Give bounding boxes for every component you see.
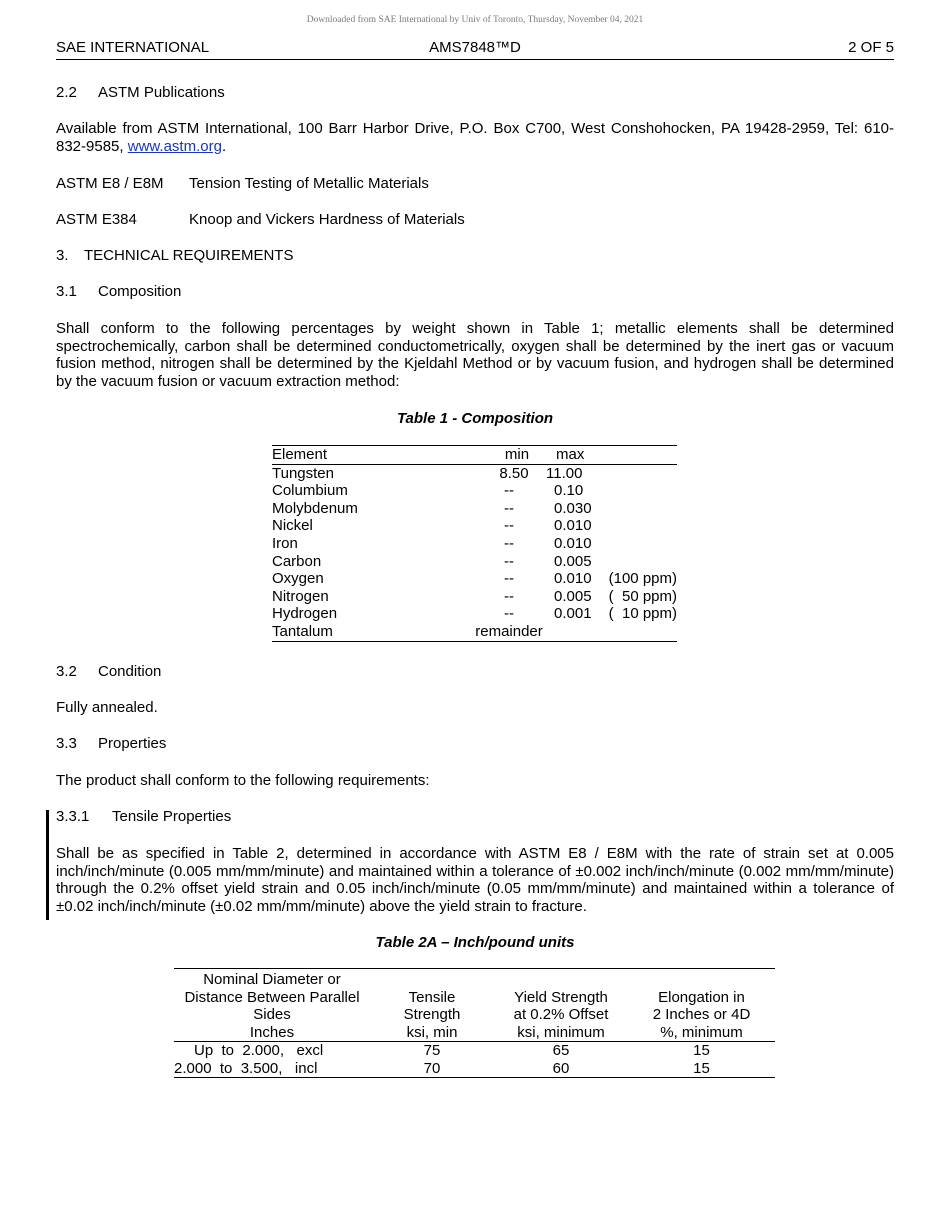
tensile-properties-table [174,968,775,1078]
table-2a-caption: Table 2A – Inch/pound units [375,934,575,951]
header-elongation: Elongation in 2 Inches or 4D %, minimum [628,969,775,1042]
composition-table [272,445,677,642]
header-tensile-strength: Tensile Strength ksi, min [370,969,494,1042]
table-row: Nitrogen -- 0.005 ( 50 ppm) [272,587,677,605]
section-3-2-text: Fully annealed. [56,699,158,716]
download-watermark: Downloaded from SAE International by Univ of Toronto, Thursday, November 04, 2021 [306,15,644,25]
reference-astm-e8: ASTM E8 / E8M Tension Testing of Metallic Materials [56,175,429,192]
header-doc-number: AMS7848™D [429,39,521,56]
section-3-3-1-heading: 3.3.1 Tensile Properties [56,808,232,825]
table-row: Columbium -- 0.10 [272,482,584,500]
table-row: Nickel -- 0.010 [272,517,592,535]
section-2-2-text: Available from ASTM International, 100 Barr Harbor Drive, P.O. Box C700, West Conshohocken, PA 19428-2959, Tel: 610-832-9585, www.astm.org. [56,120,894,155]
table-header-row [174,969,775,1042]
header-rule [56,59,894,60]
header-min: min [462,446,544,465]
header-yield-strength: Yield Strength at 0.2% Offset ksi, minimum [494,969,628,1042]
header-page-number: 2 OF 5 [848,39,894,56]
table-row: Up to 2.000, excl 75 65 15 [194,1042,710,1059]
header-element: Element [272,446,462,465]
table-row: Iron -- 0.010 [272,534,592,552]
section-3-3-heading: 3.3 Properties [56,735,167,752]
table-row: Molybdenum -- 0.030 [272,499,592,517]
section-3-3-text: The product shall conform to the following requirements: [56,772,430,789]
section-3-1-text: Shall conform to the following percentages by weight shown in Table 1; metallic elements shall be determined spectrochemically, carbon shall be determined conductometrically, oxygen shall be determined by the inert gas or vacuum fusion method, nitrogen shall be determined by the Kjeldahl Method or by vacuum fusion, and hydrogen shall be determined by the vacuum fusion or vacuum extraction method: [56,320,894,390]
table-row: 2.000 to 3.500, incl 70 60 15 [174,1060,775,1078]
table-row: Carbon -- 0.005 [272,552,592,570]
table-row: Tantalum remainder [272,623,677,641]
section-3-3-1-text: Shall be as specified in Table 2, determined in accordance with ASTM E8 / E8M with the rate of strain set at 0.005 inch/inch/minute (0.005 mm/mm/minute) and maintained within a tolerance of ±0.002 inch/inch/minute (0.002 mm/mm/minute) through the 0.2% offset yield strain and 0.05 inch/inch/minute (0.05 mm/mm/minute) and maintained within a tolerance of ±0.02 inch/inch/minute (±0.02 mm/mm/minute) above the yield strain to fracture. [56,845,894,915]
astm-link[interactable]: www.astm.org [127,137,222,155]
section-3-heading: 3. TECHNICAL REQUIREMENTS [56,247,294,264]
header-max: max [544,446,601,465]
table-row: Oxygen -- 0.010 (100 ppm) [272,570,677,588]
section-3-1-heading: 3.1 Composition [56,283,182,300]
header-org: SAE INTERNATIONAL [56,39,210,56]
section-3-2-heading: 3.2 Condition [56,663,162,680]
revision-change-bar [46,810,49,920]
reference-astm-e384: ASTM E384 Knoop and Vickers Hardness of Materials [56,211,465,228]
table-row: Hydrogen -- 0.001 ( 10 ppm) [272,605,677,623]
table-1-caption: Table 1 - Composition [396,410,554,427]
section-2-2-heading: 2.2 ASTM Publications [56,84,225,101]
table-row: Tungsten 8.50 11.00 [272,464,583,482]
table-header-row [272,446,677,465]
header-nominal-diameter: Nominal Diameter or Distance Between Parallel Sides Inches [174,969,370,1042]
